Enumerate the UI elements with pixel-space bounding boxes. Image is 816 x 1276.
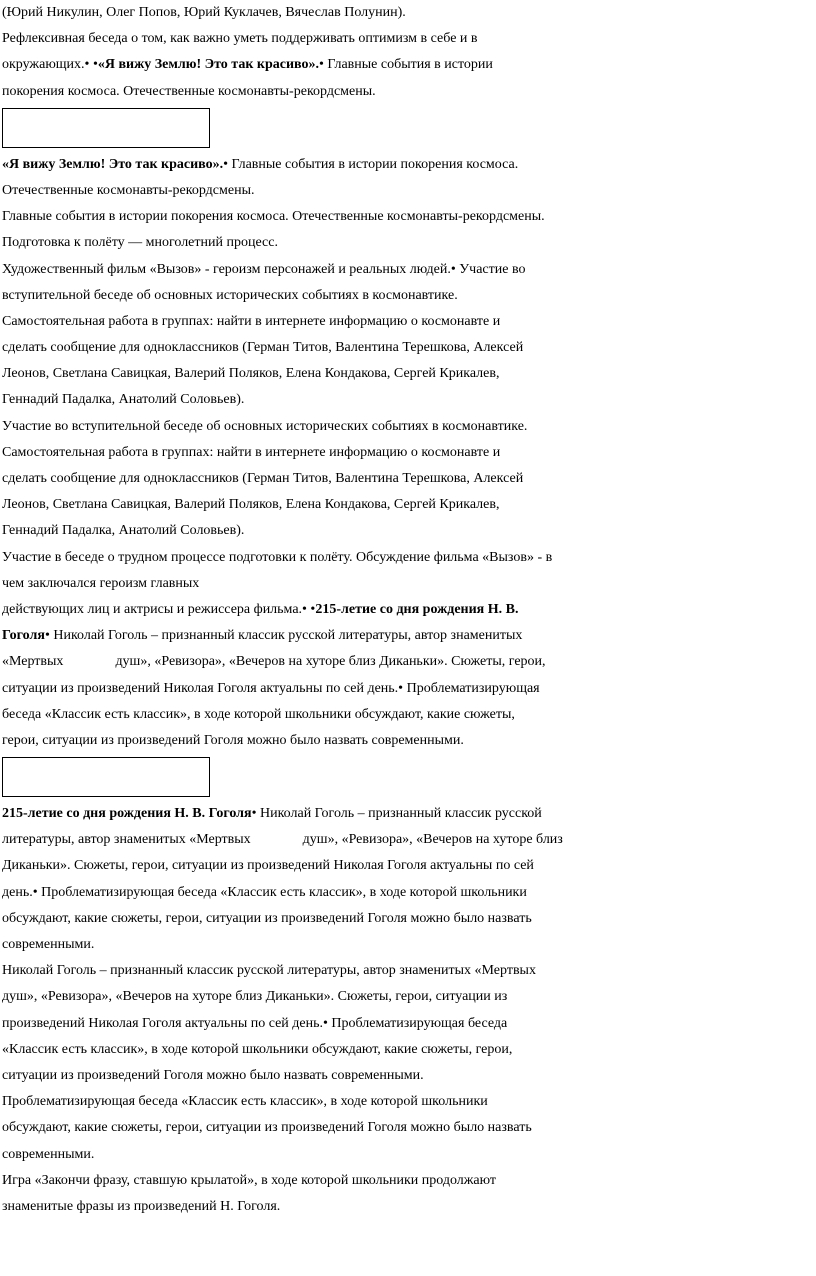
- text-line: сделать сообщение для одноклассников (Герман Титов, Валентина Терешкова, Алексей: [2, 340, 524, 356]
- text-line: Участие в беседе о трудном процессе подготовки к полёту. Обсуждение фильма «Вызов» - в: [2, 549, 553, 565]
- text-line: [2, 827, 814, 853]
- text-line: произведений Николая Гоголя актуальны по сей день.• Проблематизирующая беседа: [2, 1015, 508, 1031]
- text-line: Участие во вступительной беседе об основных исторических событиях в космонавтике.: [2, 418, 528, 434]
- bold-heading: «Я вижу Землю! Это так красиво».: [2, 156, 224, 172]
- paragraph-block-2: [2, 152, 814, 754]
- paragraph-block-1: [2, 0, 814, 105]
- bold-heading: 215-летие со дня рождения Н. В.: [315, 601, 519, 617]
- text-line: [2, 152, 814, 178]
- text-line: Геннадий Падалка, Анатолий Соловьев).: [2, 392, 245, 408]
- paragraph-block-3: [2, 801, 814, 1220]
- text-line: (Юрий Никулин, Олег Попов, Юрий Куклачев, Вячеслав Полунин).: [2, 5, 406, 20]
- bullet-text: • Главные события в истории покорения космоса.: [223, 156, 519, 172]
- text-line: Отечественные космонавты-рекордсмены.: [2, 182, 255, 198]
- bold-heading: «Я вижу Землю! Это так красиво».: [97, 57, 320, 73]
- text-line: герои, ситуации из произведений Гоголя можно было назвать современными.: [2, 732, 464, 748]
- text-line: Самостоятельная работа в группах: найти в интернете информацию о космонавте и: [2, 444, 501, 460]
- text-line: чем заключался героизм главных: [2, 575, 200, 591]
- empty-table-cell: [2, 108, 210, 148]
- bullet-text: • Главные события в истории: [319, 57, 493, 73]
- text-line: вступительной беседе об основных исторических событиях в космонавтике.: [2, 287, 458, 303]
- text-line: Самостоятельная работа в группах: найти в интернете информацию о космонавте и: [2, 313, 501, 329]
- text-line: ситуации из произведений Гоголя можно было назвать современными.: [2, 1067, 424, 1083]
- text-line: покорения космоса. Отечественные космонавты-рекордсмены.: [2, 83, 376, 99]
- text-line: знаменитые фразы из произведений Н. Гоголя.: [2, 1198, 281, 1214]
- bullet-text: • Николай Гоголь – признанный классик русской литературы, автор знаменитых: [44, 628, 523, 644]
- text-line: сделать сообщение для одноклассников (Герман Титов, Валентина Терешкова, Алексей: [2, 471, 524, 486]
- text-line: [2, 597, 814, 623]
- text-fragment: литературы, автор знаменитых «Мертвых: [2, 832, 251, 848]
- text-line: Рефлексивная беседа о том, как важно уметь поддерживать оптимизм в себе и в: [2, 31, 478, 47]
- text-line: день.• Проблематизирующая беседа «Классик есть классик», в ходе которой школьники: [2, 884, 527, 900]
- text-line: современными.: [2, 1146, 95, 1162]
- text-line: [2, 649, 814, 675]
- text-line: ситуации из произведений Николая Гоголя актуальны по сей день.• Проблематизирующая: [2, 680, 540, 696]
- text-fragment: душ», «Ревизора», «Вечеров на хуторе близ Диканьки». Сюжеты, герои,: [115, 654, 546, 670]
- empty-table-cell: [2, 757, 210, 797]
- text-fragment: «Мертвых: [2, 654, 64, 670]
- bullet-text: • Николай Гоголь – признанный классик русской: [251, 806, 542, 822]
- text-line: беседа «Классик есть классик», в ходе которой школьники обсуждают, какие сюжеты,: [2, 706, 515, 722]
- bold-heading: Гоголя: [2, 628, 45, 644]
- text-line: «Классик есть классик», в ходе которой школьники обсуждают, какие сюжеты, герои,: [2, 1041, 513, 1057]
- text-line: Игра «Закончи фразу, ставшую крылатой», в ходе которой школьники продолжают: [2, 1172, 497, 1188]
- text-line: Художественный фильм «Вызов» - героизм персонажей и реальных людей.• Участие во: [2, 261, 526, 277]
- text-line: Леонов, Светлана Савицкая, Валерий Поляков, Елена Кондакова, Сергей Крикалев,: [2, 366, 500, 382]
- text-line: Диканьки». Сюжеты, герои, ситуации из произведений Николая Гоголя актуальны по сей: [2, 858, 534, 874]
- text-fragment: душ», «Ревизора», «Вечеров на хуторе близ: [302, 832, 563, 848]
- text-line: Геннадий Падалка, Анатолий Соловьев).: [2, 523, 245, 539]
- bullet-text: окружающих.• •: [2, 57, 98, 73]
- bullet-text: действующих лиц и актрисы и режиссера фильма.• •: [2, 601, 316, 617]
- text-line: [2, 801, 814, 827]
- text-line: Николай Гоголь – признанный классик русской литературы, автор знаменитых «Мертвых: [2, 963, 536, 979]
- text-line: обсуждают, какие сюжеты, герои, ситуации из произведений Гоголя можно было назвать: [2, 910, 532, 926]
- text-line: душ», «Ревизора», «Вечеров на хуторе близ Диканьки». Сюжеты, герои, ситуации из: [2, 989, 508, 1005]
- text-line: [2, 52, 814, 78]
- bold-heading: 215-летие со дня рождения Н. В. Гоголя: [2, 806, 252, 822]
- text-line: Проблематизирующая беседа «Классик есть классик», в ходе которой школьники: [2, 1094, 488, 1110]
- text-line: Подготовка к полёту — многолетний процесс.: [2, 235, 278, 251]
- text-line: обсуждают, какие сюжеты, герои, ситуации из произведений Гоголя можно было назвать: [2, 1120, 532, 1136]
- text-line: Леонов, Светлана Савицкая, Валерий Поляков, Елена Кондакова, Сергей Крикалев,: [2, 497, 500, 513]
- text-line: [2, 623, 814, 649]
- text-line: современными.: [2, 937, 95, 952]
- text-line: Главные события в истории покорения космоса. Отечественные космонавты-рекордсмены.: [2, 209, 545, 225]
